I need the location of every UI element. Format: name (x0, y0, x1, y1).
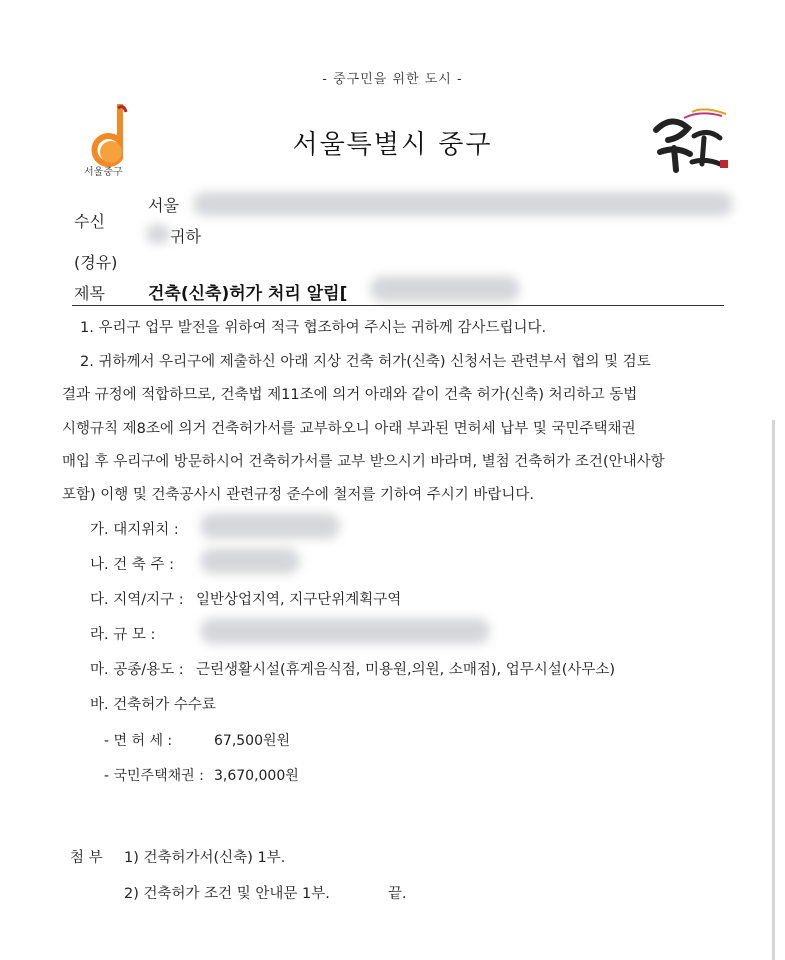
calligraphy-logo-icon (646, 108, 732, 174)
attachment-item-1: 1) 건축허가서(신축) 1부. (124, 850, 286, 866)
redacted-subject (370, 276, 520, 302)
redacted-name (146, 224, 170, 244)
end-mark: 끝. (388, 886, 407, 902)
slogan: - 중구민을 위한 도시 - (322, 72, 463, 87)
fee-housing-bond-label: - 국민주택채권 : (104, 768, 204, 784)
item-fee-label: 바. 건축허가 수수료 (90, 697, 216, 713)
redacted-owner (200, 548, 300, 574)
attachment-label: 첨 부 (70, 850, 103, 866)
item-site-location-label: 가. 대지위치 : (90, 522, 179, 538)
paragraph-1: 1. 우리구 업무 발전을 위하여 적극 협조하여 주시는 귀하께 감사드립니다. (80, 320, 547, 336)
item-use-value: 근린생활시설(휴게음식점, 미용원,의원, 소매점), 업무시설(사무소) (196, 662, 616, 678)
paragraph-2-line: 매입 후 우리구에 방문하시어 건축허가서를 교부 받으시기 바라며, 별첨 건축허가 조건(안내사항 (62, 454, 665, 470)
recipient-label: 수신 (74, 212, 105, 231)
recipient-honorific: 귀하 (170, 227, 201, 246)
fee-license-tax-label: - 면 허 세 : (104, 733, 173, 749)
logo-caption: 서울중구 (84, 167, 123, 178)
scan-edge-shadow (772, 420, 775, 960)
recipient-address: 서울 (148, 196, 179, 215)
item-zone-value: 일반상업지역, 지구단위계획구역 (196, 592, 402, 608)
attachment-item-2: 2) 건축허가 조건 및 안내문 1부. (124, 886, 330, 902)
paragraph-2-line: 포함) 이행 및 건축공사시 관련규정 준수에 철저를 기하여 주시기 바랍니다. (62, 487, 534, 503)
via-label: (경유) (74, 253, 118, 272)
subject-label: 제목 (74, 284, 105, 303)
paragraph-2-line: 시행규칙 제8조에 의거 건축허가서를 교부하오니 아래 부과된 면허세 납부 및 국민주택채권 (62, 421, 636, 437)
fee-license-tax-value: 67,500원원 (214, 733, 291, 749)
redacted-address (193, 192, 733, 216)
item-owner-label: 나. 건 축 주 : (90, 557, 174, 573)
fee-housing-bond-value: 3,670,000원 (214, 768, 299, 784)
header-divider (72, 305, 724, 306)
redacted-site-location (200, 513, 340, 539)
item-scale-label: 라. 규 모 : (90, 627, 156, 643)
paragraph-2-line: 결과 규정에 적합하므로, 건축법 제11조에 의거 아래와 같이 건축 허가(신축) 처리하고 동법 (62, 387, 638, 403)
paragraph-2-line: 2. 귀하께서 우리구에 제출하신 아래 지상 건축 허가(신축) 신청서는 관련부서 협의 및 검토 (80, 354, 651, 370)
item-use-label: 마. 공종/용도 : (90, 662, 184, 678)
item-zone-label: 다. 지역/지구 : (90, 592, 184, 608)
document-title: 서울특별시 중구 (292, 130, 493, 160)
subject-text: 건축(신축)허가 처리 알림[ (148, 284, 348, 304)
redacted-scale (200, 618, 490, 644)
